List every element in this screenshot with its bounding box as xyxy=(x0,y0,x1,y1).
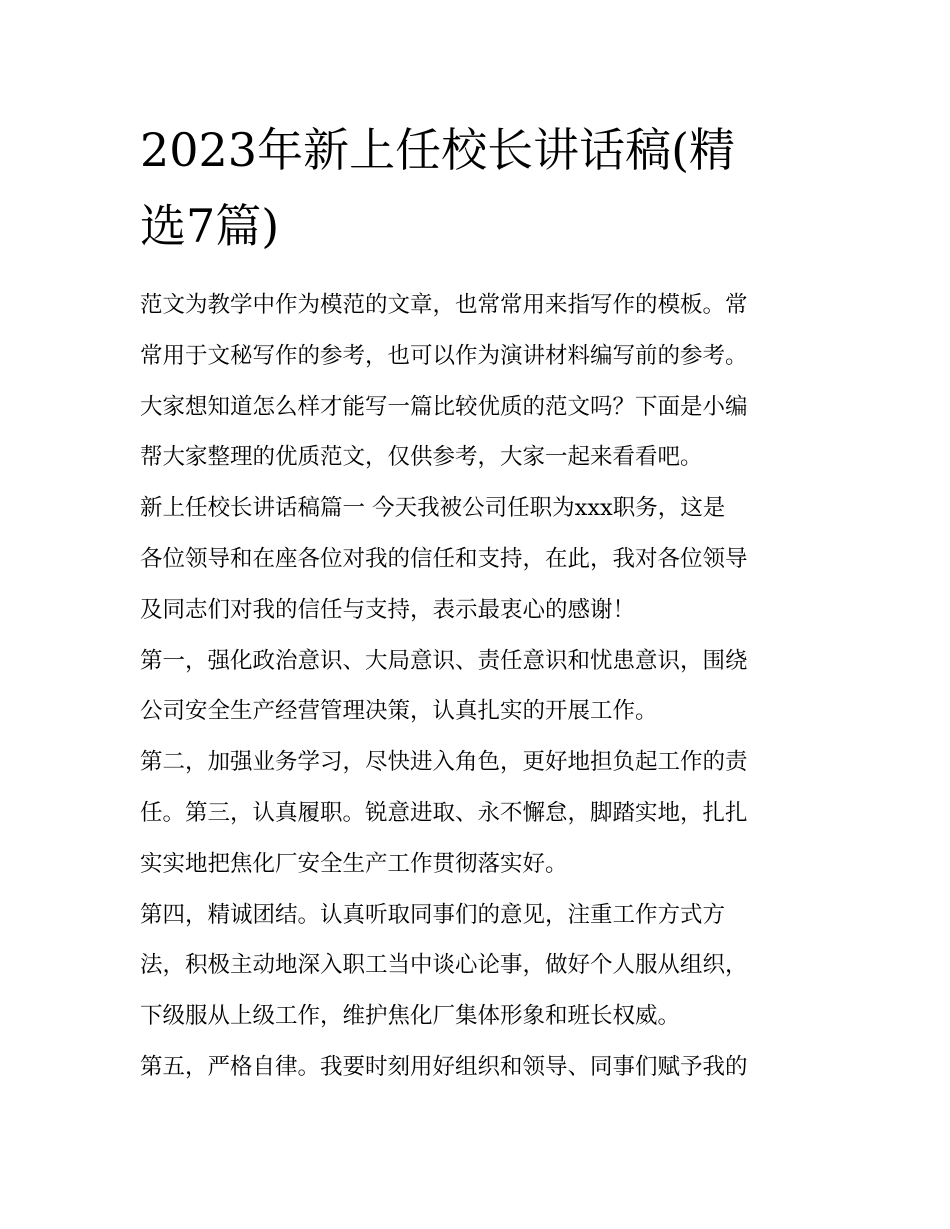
body-line: 帮大家整理的优质范文，仅供参考，大家一起来看看吧。 xyxy=(140,444,703,471)
body-line: 及同志们对我的信任与支持，表示最衷心的感谢！ xyxy=(140,596,636,623)
body-line: 任。第三，认真履职。锐意进取、永不懈怠，脚踏实地，扎扎 xyxy=(140,799,748,826)
body-line: 常用于文秘写作的参考，也可以作为演讲材料编写前的参考。 xyxy=(140,342,748,369)
body-line: 实实地把焦化厂安全生产工作贯彻落实好。 xyxy=(140,850,568,877)
body-line: 范文为教学中作为模范的文章，也常常用来指写作的模板。常 xyxy=(140,292,748,318)
body-line: 第五，严格自律。我要时刻用好组织和领导、同事们赋予我的 xyxy=(140,1053,748,1080)
body-line: 下级服从上级工作，维护焦化厂集体形象和班长权威。 xyxy=(140,1003,681,1030)
title-line-1: 2023年新上任校长讲话稿(精 xyxy=(140,123,736,177)
body-line: 新上任校长讲话稿篇一 今天我被公司任职为xxx职务，这是 xyxy=(140,495,726,522)
body-line: 各位领导和在座各位对我的信任和支持，在此，我对各位领导 xyxy=(140,545,748,572)
document-title xyxy=(140,112,820,264)
body-line: 第二，加强业务学习，尽快进入角色，更好地担负起工作的责 xyxy=(140,749,748,776)
document-body xyxy=(140,280,840,1093)
body-line: 第一，强化政治意识、大局意识、责任意识和忧患意识，围绕 xyxy=(140,647,748,674)
title-line-2: 选7篇) xyxy=(140,199,280,253)
body-line: 第四，精诚团结。认真听取同事们的意见，注重工作方式方 xyxy=(140,901,726,928)
body-line: 大家想知道怎么样才能写一篇比较优质的范文吗？下面是小编 xyxy=(140,393,748,420)
body-line: 公司安全生产经营管理决策，认真扎实的开展工作。 xyxy=(140,698,658,725)
body-line: 法，积极主动地深入职工当中谈心论事，做好个人服从组织， xyxy=(140,952,748,979)
